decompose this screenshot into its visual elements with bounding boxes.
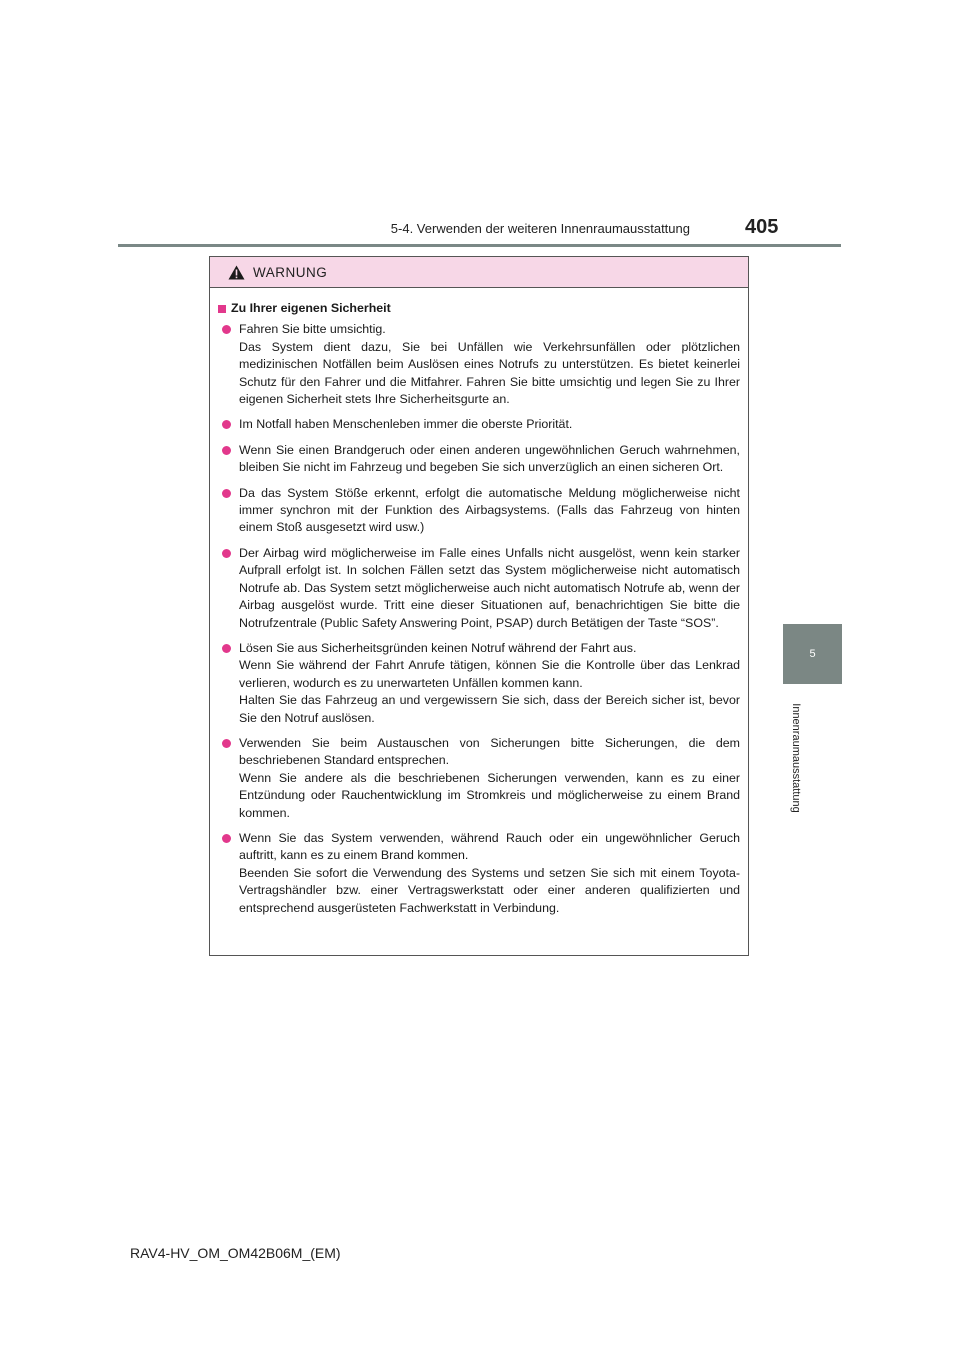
warning-item — [222, 321, 740, 408]
warning-title: WARNUNG — [253, 264, 328, 280]
chapter-number: 5 — [809, 648, 816, 660]
warning-header — [210, 257, 748, 288]
item-paragraph: Wenn Sie während der Fahrt Anrufe tätigen, können Sie die Kontrolle über das Lenkrad verlieren, wodurch es zu unerwarteten Unfällen kommen kann. — [239, 658, 740, 690]
page-number: 405 — [745, 216, 779, 238]
item-paragraph: Halten Sie das Fahrzeug an und vergewissern Sie sich, dass der Bereich sicher ist, bevor Sie den Notruf auslösen. — [239, 693, 740, 725]
square-bullet-icon — [218, 305, 226, 313]
chapter-label: Innenraumausstattung — [790, 703, 802, 813]
header-rule — [118, 244, 841, 247]
warning-body — [210, 288, 748, 917]
item-paragraph: Fahren Sie bitte umsichtig. — [239, 322, 386, 337]
bullet-dot-icon — [222, 549, 231, 558]
item-paragraph: Beenden Sie sofort die Verwendung des Systems und setzen Sie sich mit einem Toyota-Vertragshändler bzw. einer Vertragswerkstatt oder einer anderen qualifizierten und entsprechend ausgerüsteten Fachwerkstatt in Verbindung. — [239, 865, 740, 915]
warning-item — [222, 830, 740, 917]
bullet-dot-icon — [222, 739, 231, 748]
bullet-dot-icon — [222, 420, 231, 429]
warning-item — [222, 485, 740, 537]
item-paragraph: Verwenden Sie beim Austauschen von Sicherungen bitte Sicherungen, die dem beschriebenen Standard entsprechen. — [239, 735, 740, 768]
item-paragraph: Das System dient dazu, Sie bei Unfällen wie Verkehrsunfällen oder plötzlichen medizinischen Notfällen beim Auslösen eines Notrufs zu unterstützen. Es bietet keinerlei Schutz für den Fahrer und die Mitfahrer. Fahren Sie bitte umsichtig und legen Sie zu Ihrer eigenen Sicherheit stets Ihre Sicherheitsgurte an. — [239, 339, 740, 407]
warning-box — [209, 256, 749, 956]
item-paragraph: Wenn Sie das System verwenden, während Rauch oder ein ungewöhnlicher Geruch auftritt, kann es zu einem Brand kommen. — [239, 830, 740, 863]
warning-triangle-icon — [228, 265, 245, 280]
bullet-dot-icon — [222, 325, 231, 334]
item-paragraph: Lösen Sie aus Sicherheitsgründen keinen Notruf während der Fahrt aus. — [239, 640, 637, 655]
bullet-dot-icon — [222, 644, 231, 653]
warning-item — [222, 442, 740, 477]
bullet-dot-icon — [222, 446, 231, 455]
chapter-tab — [783, 624, 842, 684]
item-paragraph: Wenn Sie einen Brandgeruch oder einen anderen ungewöhnlichen Geruch wahrnehmen, bleiben Sie nicht im Fahrzeug und begeben Sie sich unverzüglich an einen sicheren Ort. — [239, 442, 740, 475]
item-paragraph: Wenn Sie andere als die beschriebenen Sicherungen verwenden, kann es zu einer Entzündung oder Rauchentwicklung im Stromkreis und möglicherweise zu einem Brand kommen. — [239, 770, 740, 820]
section-heading — [218, 300, 740, 317]
item-paragraph: Im Notfall haben Menschenleben immer die oberste Priorität. — [239, 417, 573, 432]
bullet-dot-icon — [222, 489, 231, 498]
bullet-dot-icon — [222, 834, 231, 843]
warning-item — [222, 735, 740, 822]
warning-item — [222, 545, 740, 632]
item-paragraph: Der Airbag wird möglicherweise im Falle eines Unfalls nicht ausgelöst, wenn kein starker Aufprall erfolgt ist. In solchen Fällen setzt das System möglicherweise nicht automatisch Notrufe ab. Das System setzt möglicherweise auch nicht automatisch Notrufe ab, wenn der Airbag ausgelöst wurde. Tritt eine dieser Situationen auf, benachrichtigen Sie bitte die Notrufzentrale (Public Safety Answering Point, PSAP) durch Betätigen der Taste “SOS”. — [239, 545, 740, 630]
section-heading-text: Zu Ihrer eigenen Sicherheit — [231, 301, 391, 315]
section-title: 5-4. Verwenden der weiteren Innenraumausstattung — [390, 221, 690, 236]
item-paragraph: Da das System Stöße erkennt, erfolgt die automatische Meldung möglicherweise nicht immer synchron mit der Funktion des Airbagsystems. (Falls das Fahrzeug von hinten einem Stoß ausgesetzt wird usw.) — [239, 485, 740, 535]
warning-item — [222, 640, 740, 727]
document-code: RAV4-HV_OM_OM42B06M_(EM) — [130, 1245, 341, 1261]
warning-item — [222, 416, 740, 433]
